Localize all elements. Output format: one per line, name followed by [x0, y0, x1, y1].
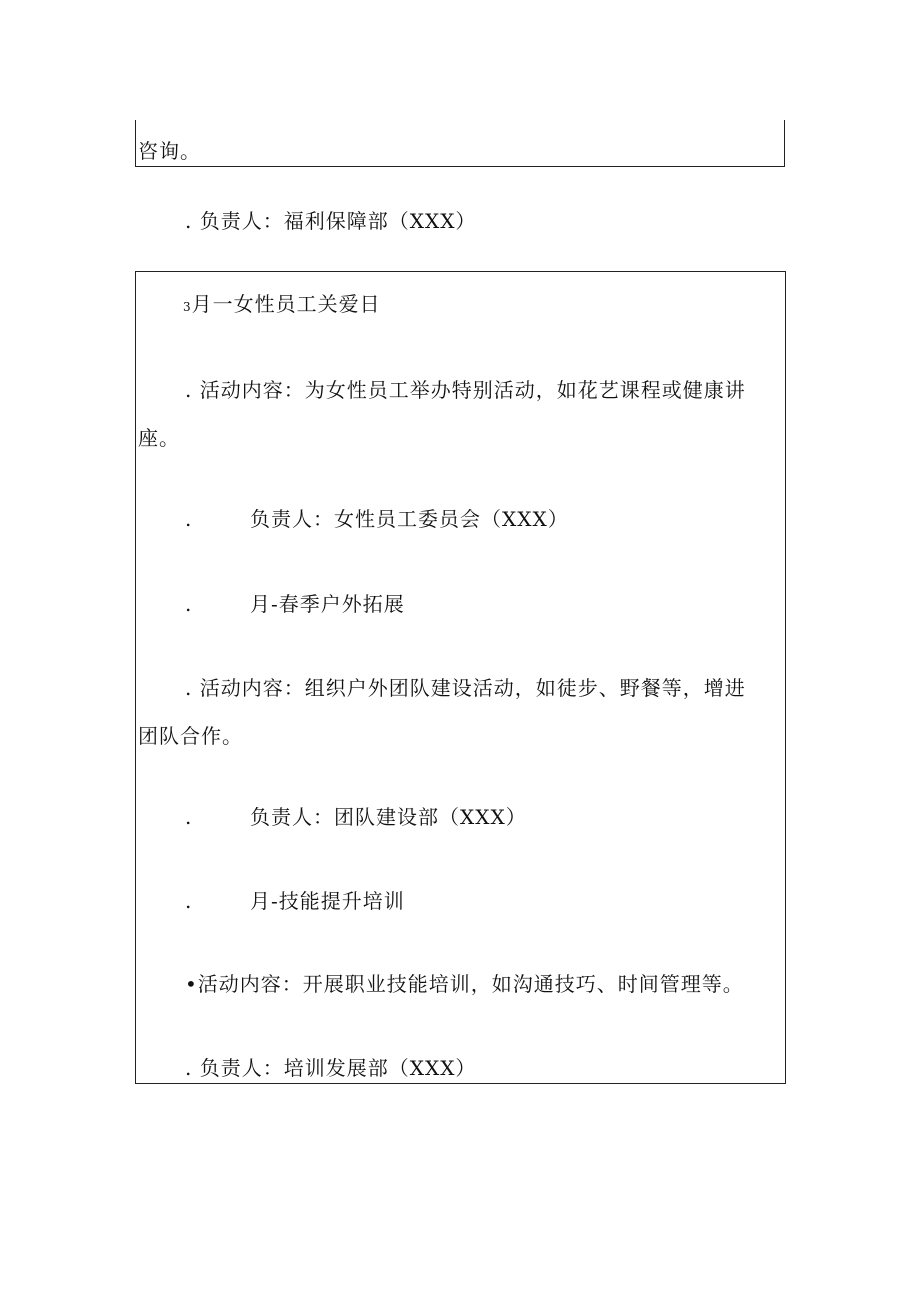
spring-content-line-2: 团队合作。 — [138, 724, 243, 748]
spring-content-line-1: . 活动内容：组织户外团队建设活动，如徒步、野餐等，增进 — [185, 676, 746, 700]
march-heading — [183, 290, 381, 321]
march-content-line-1: . 活动内容：为女性员工举办特别活动，如花艺课程或健康讲 — [185, 378, 746, 402]
welfare-lead: . 负责人：福利保障部（XXX） — [185, 209, 477, 233]
skills-bullet: . — [185, 889, 193, 913]
top-table-cell — [135, 120, 785, 167]
march-content-line-2: 座。 — [138, 426, 180, 450]
march-lead-bullet: . — [185, 507, 193, 531]
march-title: 月一女性员工关爱日 — [191, 292, 381, 316]
spring-title: 月-春季户外拓展 — [250, 592, 405, 616]
skills-title: 月-技能提升培训 — [250, 889, 405, 913]
spring-bullet: . — [185, 592, 193, 616]
skills-lead: . 负责人：培训发展部（XXX） — [185, 1056, 477, 1080]
consult-text: 咨询。 — [138, 139, 201, 163]
spring-lead: 负责人：团队建设部（XXX） — [250, 805, 527, 829]
spring-lead-bullet: . — [185, 805, 193, 829]
march-lead: 负责人：女性员工委员会（XXX） — [250, 507, 569, 531]
march-number: 3 — [183, 300, 192, 314]
skills-content: •活动内容：开展职业技能培训，如沟通技巧、时间管理等。 — [185, 972, 744, 996]
